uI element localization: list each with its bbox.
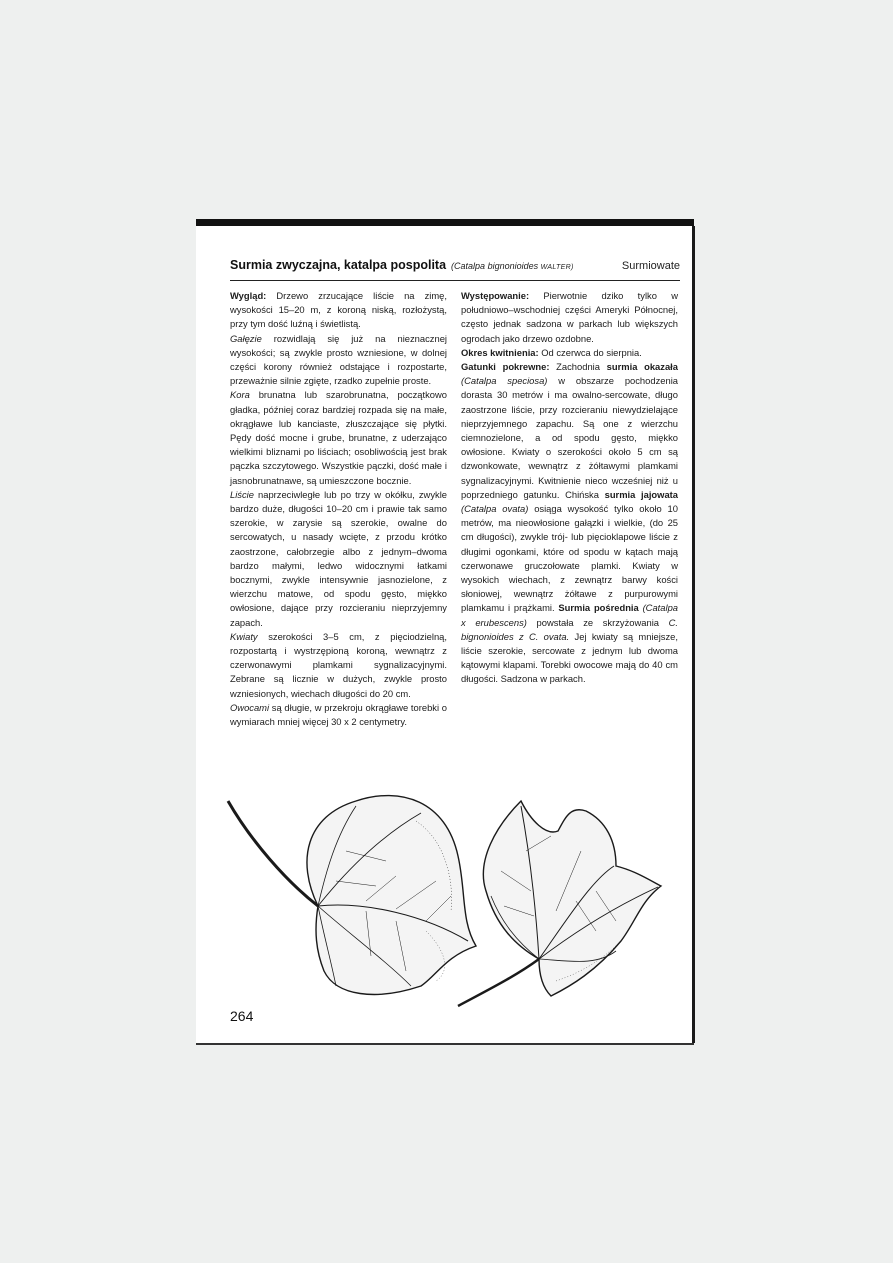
- leaves-paragraph: Liście naprzeciwległe lub po trzy w okółku, zwykle bardzo duże, długości 10–20 cm i prawie tak samo szerokie, w zarysie są szerokie, owalne do sercowatych, u nasady wcięte, z przodu krótko zaostrzone, całobrzegie albo z jednym–dwoma bardzo małymi, ledwo widocznymi łatkami bocznymi, zwykle intensywnie jasnozielone, z wierzchu matowe, od spodu gęsto, miękko owłosione, dające przy rozcieraniu nieprzyjemny zapach.: [230, 488, 447, 628]
- fruits-paragraph: Owocami są długie, w przekroju okrągławe torebki o wymiarach mniej więcej 30 x 2 centymetry.: [230, 701, 447, 728]
- latin-name: (Catalpa bignonioides WALTER): [451, 261, 574, 271]
- occurrence-paragraph: Występowanie: Pierwotnie dziko tylko w południowo–wschodniej części Ameryki Północnej, często jednak sadzona w parkach lub większych ogrodach jako drzewo ozdobne.: [461, 290, 678, 344]
- author-name: WALTER): [540, 264, 574, 271]
- flowering-paragraph: Okres kwitnienia: Od czerwca do sierpnia.: [461, 346, 642, 358]
- branches-paragraph: Gałęzie rozwidlają się już na nieznacznej wysokości; są zwykle prosto wzniesione, w dolnej części korony również odstające i rozpostarte, przeważnie silnie zgięte, rzadko zupełnie proste.: [230, 332, 447, 387]
- right-column: [461, 289, 678, 687]
- page-header: [230, 258, 680, 281]
- flowers-paragraph: Kwiaty szerokości 3–5 cm, z pięciodzielną, rozpostartą i wystrzępioną koroną, wewnątrz z czerwonawymi plamkami sygnalizacyjnymi. Zebrane są licznie w dużych, zwykle prosto wzniesionych, wiechach długości do 20 cm.: [230, 630, 447, 699]
- heart-leaf-illustration: [228, 796, 476, 995]
- book-page: [196, 219, 694, 1045]
- page-number: 264: [230, 1008, 254, 1024]
- family-name: Surmiowate: [621, 260, 680, 272]
- lobed-leaf-illustration: [458, 801, 661, 1006]
- leaf-illustrations: [196, 781, 694, 1021]
- bark-paragraph: Kora brunatna lub szarobrunatna, początkowo gładka, później coraz bardziej rozpada się na małe, okrągławe lub kanciaste, złuszczające się płytki. Pędy dość mocne i grube, brunatne, z uderzająco wielkimi bliznami po liściach; osobliwością jest brak pączka szczytowego. Wszystkie pączki, dość małe i jasnobrunatnawe, są umieszczone bocznie.: [230, 389, 447, 486]
- related-species-paragraph: Gatunki pokrewne: Zachodnia surmia okazała (Catalpa speciosa) w obszarze pochodzenia dorasta 30 metrów i ma owalno-sercowate, długo zaostrzone liście, przy rozcieraniu niewydzielające nieprzyjemnego zapachu. Są one z wierzchu ciemnozielone, a od spodu gęsto, miękko owłosione. Kwiaty o szerokości około 5 cm są dzwonkowate, wewnątrz z żółtawymi plamkami sygnalizacyjnymi. Kwitnienie nieco wcześniej niż u poprzedniego gatunku. Chińska surmia jajowata (Catalpa ovata) osiąga wysokość tylko około 10 metrów, ma nieowłosione gałązki i wielkie, (do 25 cm długości), zwykle trój- lub pięcioklapowe liście z długimi ogonkami, które od spodu w kątach mają czerwonawe gruczołowate plamki. Kwiaty w wysokich wiechach, z zewnątrz barwy kości słoniowej, wewnątrz żółtawe z purpurowymi plamkamu i prążkami. Surmia pośrednia (Catalpa x erubescens) powstała ze skrzyżowania C. bignonioides z C. ovata. Jej kwiaty są mniejsze, liście szerokie, sercowate z jednym lub dwoma kątowymi klapami. Torebki owocowe mają do 40 cm długości. Sadzona w parkach.: [461, 361, 678, 685]
- left-column: [230, 289, 447, 729]
- appearance-paragraph: Wygląd: Drzewo zrzucające liście na zimę, wysokości 15–20 m, z koroną niską, rozłożystą, przy tym dość luźną i świetlistą.: [230, 290, 447, 330]
- species-title: Surmia zwyczajna, katalpa pospolita: [230, 258, 447, 272]
